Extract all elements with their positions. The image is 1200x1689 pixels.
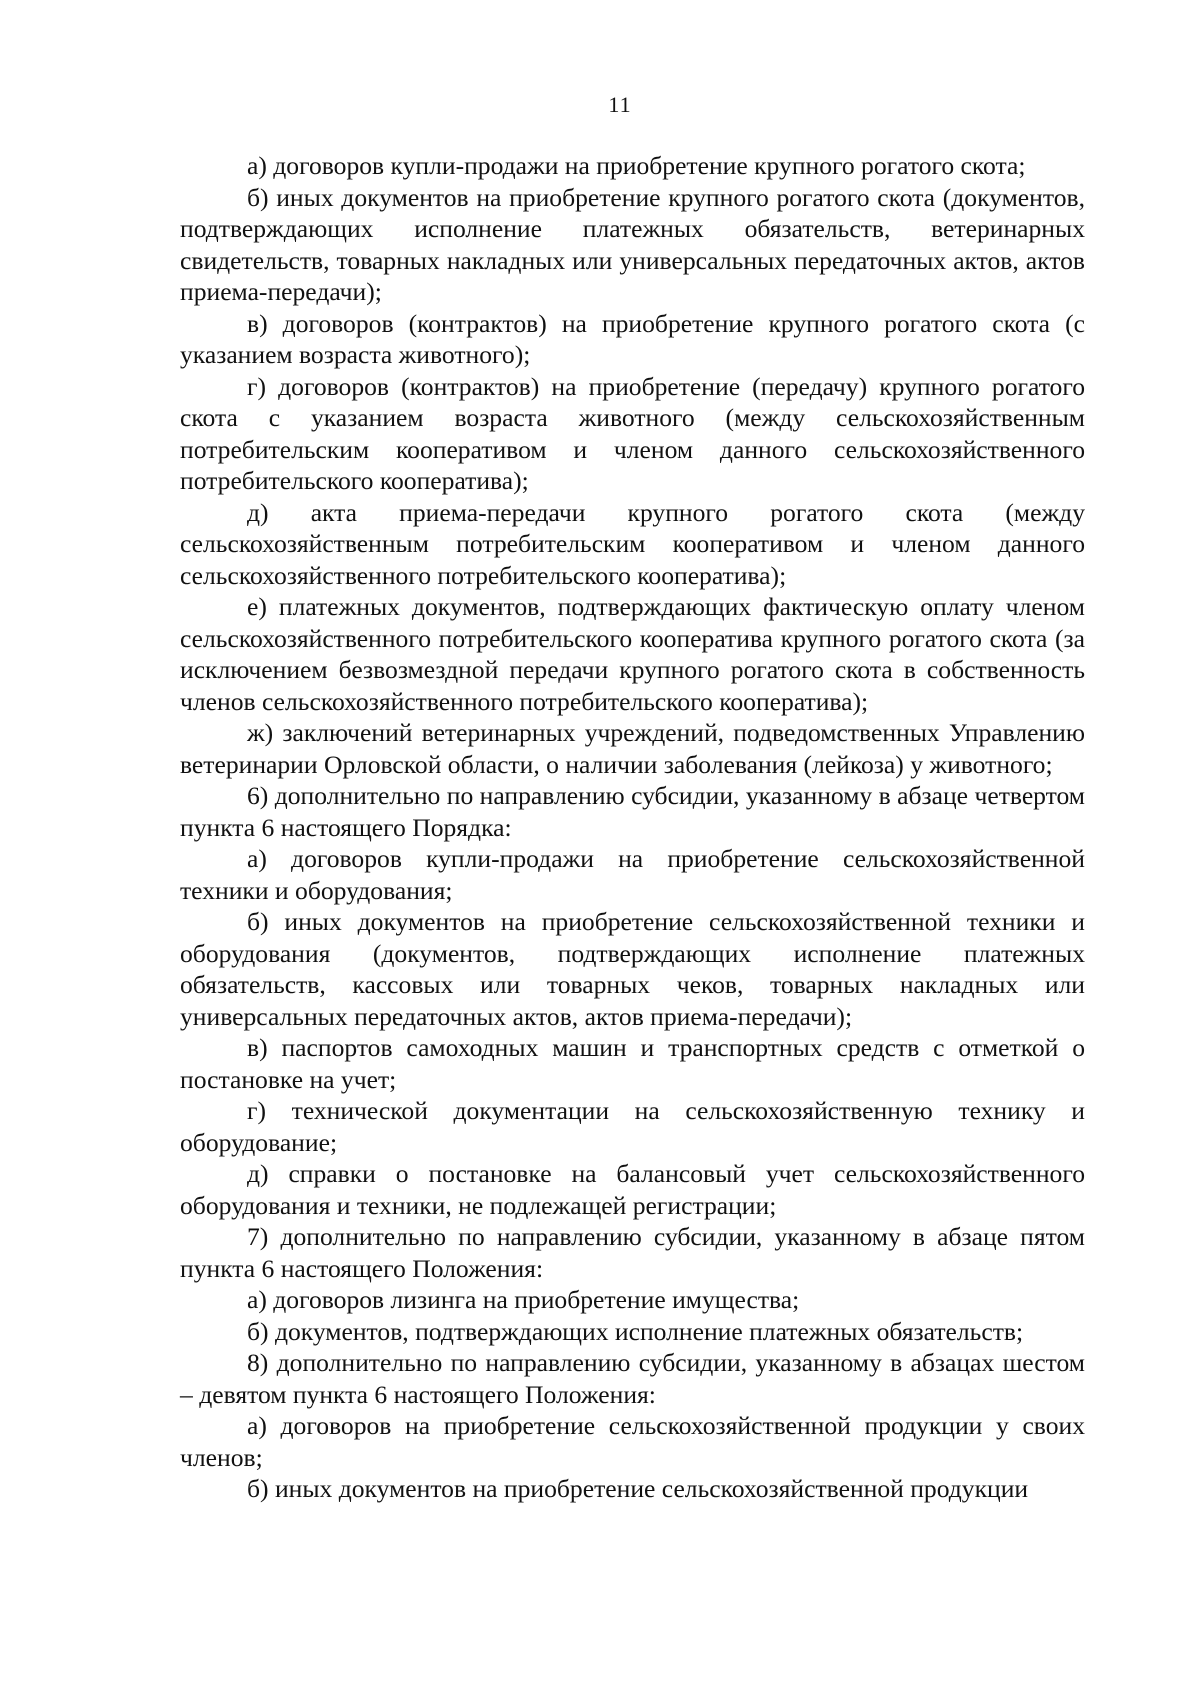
paragraph-8-produce-direction: 8) дополнительно по направлению субсидии, указанному в абзацах шестом – девятом пункта 6 настоящего Положения: [180,1348,1085,1409]
page-number: 11 [608,92,632,117]
paragraph-a-cattle-purchase-contracts: а) договоров купли-продажи на приобретение крупного рогатого скота; [247,151,1026,180]
paragraph-b-other-equipment-documents: б) иных документов на приобретение сельскохозяйственной техники и оборудования (документов, подтверждающих исполнение платежных обязательств, кассовых или товарных чеков, товарных накладных или универсальных передаточных актов, актов приема-передачи); [180,907,1085,1031]
paragraph-a-produce-contracts: а) договоров на приобретение сельскохозяйственной продукции у своих членов; [180,1411,1085,1472]
paragraph-g-cattle-transfer-contracts: г) договоров (контрактов) на приобретение (передачу) крупного рогатого скота с указанием возраста животного (между сельскохозяйственным потребительским кооперативом и членом данного сельскохозяйственного потребительского кооператива); [180,371,1085,495]
paragraph-g-technical-documentation: г) технической документации на сельскохозяйственную технику и оборудование; [180,1096,1085,1157]
paragraph-b-payment-obligation-documents: б) документов, подтверждающих исполнение платежных обязательств; [247,1316,1024,1346]
paragraph-e-payment-documents: е) платежных документов, подтверждающих фактическую оплату членом сельскохозяйственного потребительского кооператива крупного рогатого скота (за исключением безвозмездной передачи крупного рогатого скота в собственность членов сельскохозяйственного потребительского кооператива); [180,592,1085,716]
paragraph-d-balance-sheet-certificate: д) справки о постановке на балансовый учет сельскохозяйственного оборудования и техники, не подлежащей регистрации; [180,1159,1085,1220]
document-body [180,150,1085,1505]
paragraph-b-other-cattle-documents: б) иных документов на приобретение крупного рогатого скота (документов, подтверждающих исполнение платежных обязательств, ветеринарных свидетельств, товарных накладных или универсальных передаточных актов, актов приема-передачи); [180,182,1085,306]
paragraph-7-leasing-direction: 7) дополнительно по направлению субсидии, указанному в абзаце пятом пункта 6 настоящего Положения: [180,1222,1085,1283]
paragraph-zh-veterinary-conclusions: ж) заключений ветеринарных учреждений, подведомственных Управлению ветеринарии Орловской области, о наличии заболевания (лейкоза) у животного; [180,718,1085,779]
paragraph-b-other-produce-documents: б) иных документов на приобретение сельскохозяйственной продукции [247,1474,1029,1503]
paragraph-a-leasing-contracts: а) договоров лизинга на приобретение имущества; [247,1285,800,1314]
paragraph-v-vehicle-passports: в) паспортов самоходных машин и транспортных средств с отметкой о постановке на учет; [180,1033,1085,1094]
paragraph-v-cattle-contracts-with-age: в) договоров (контрактов) на приобретение крупного рогатого скота (с указанием возраста животного); [180,308,1085,369]
paragraph-a-equipment-purchase-contracts: а) договоров купли-продажи на приобретение сельскохозяйственной техники и оборудования; [180,844,1085,905]
paragraph-d-acceptance-act: д) акта приема-передачи крупного рогатого скота (между сельскохозяйственным потребительским кооперативом и членом данного сельскохозяйственного потребительского кооператива); [180,497,1085,590]
paragraph-6-equipment-direction: 6) дополнительно по направлению субсидии, указанному в абзаце четвертом пункта 6 настоящего Порядка: [180,781,1085,842]
